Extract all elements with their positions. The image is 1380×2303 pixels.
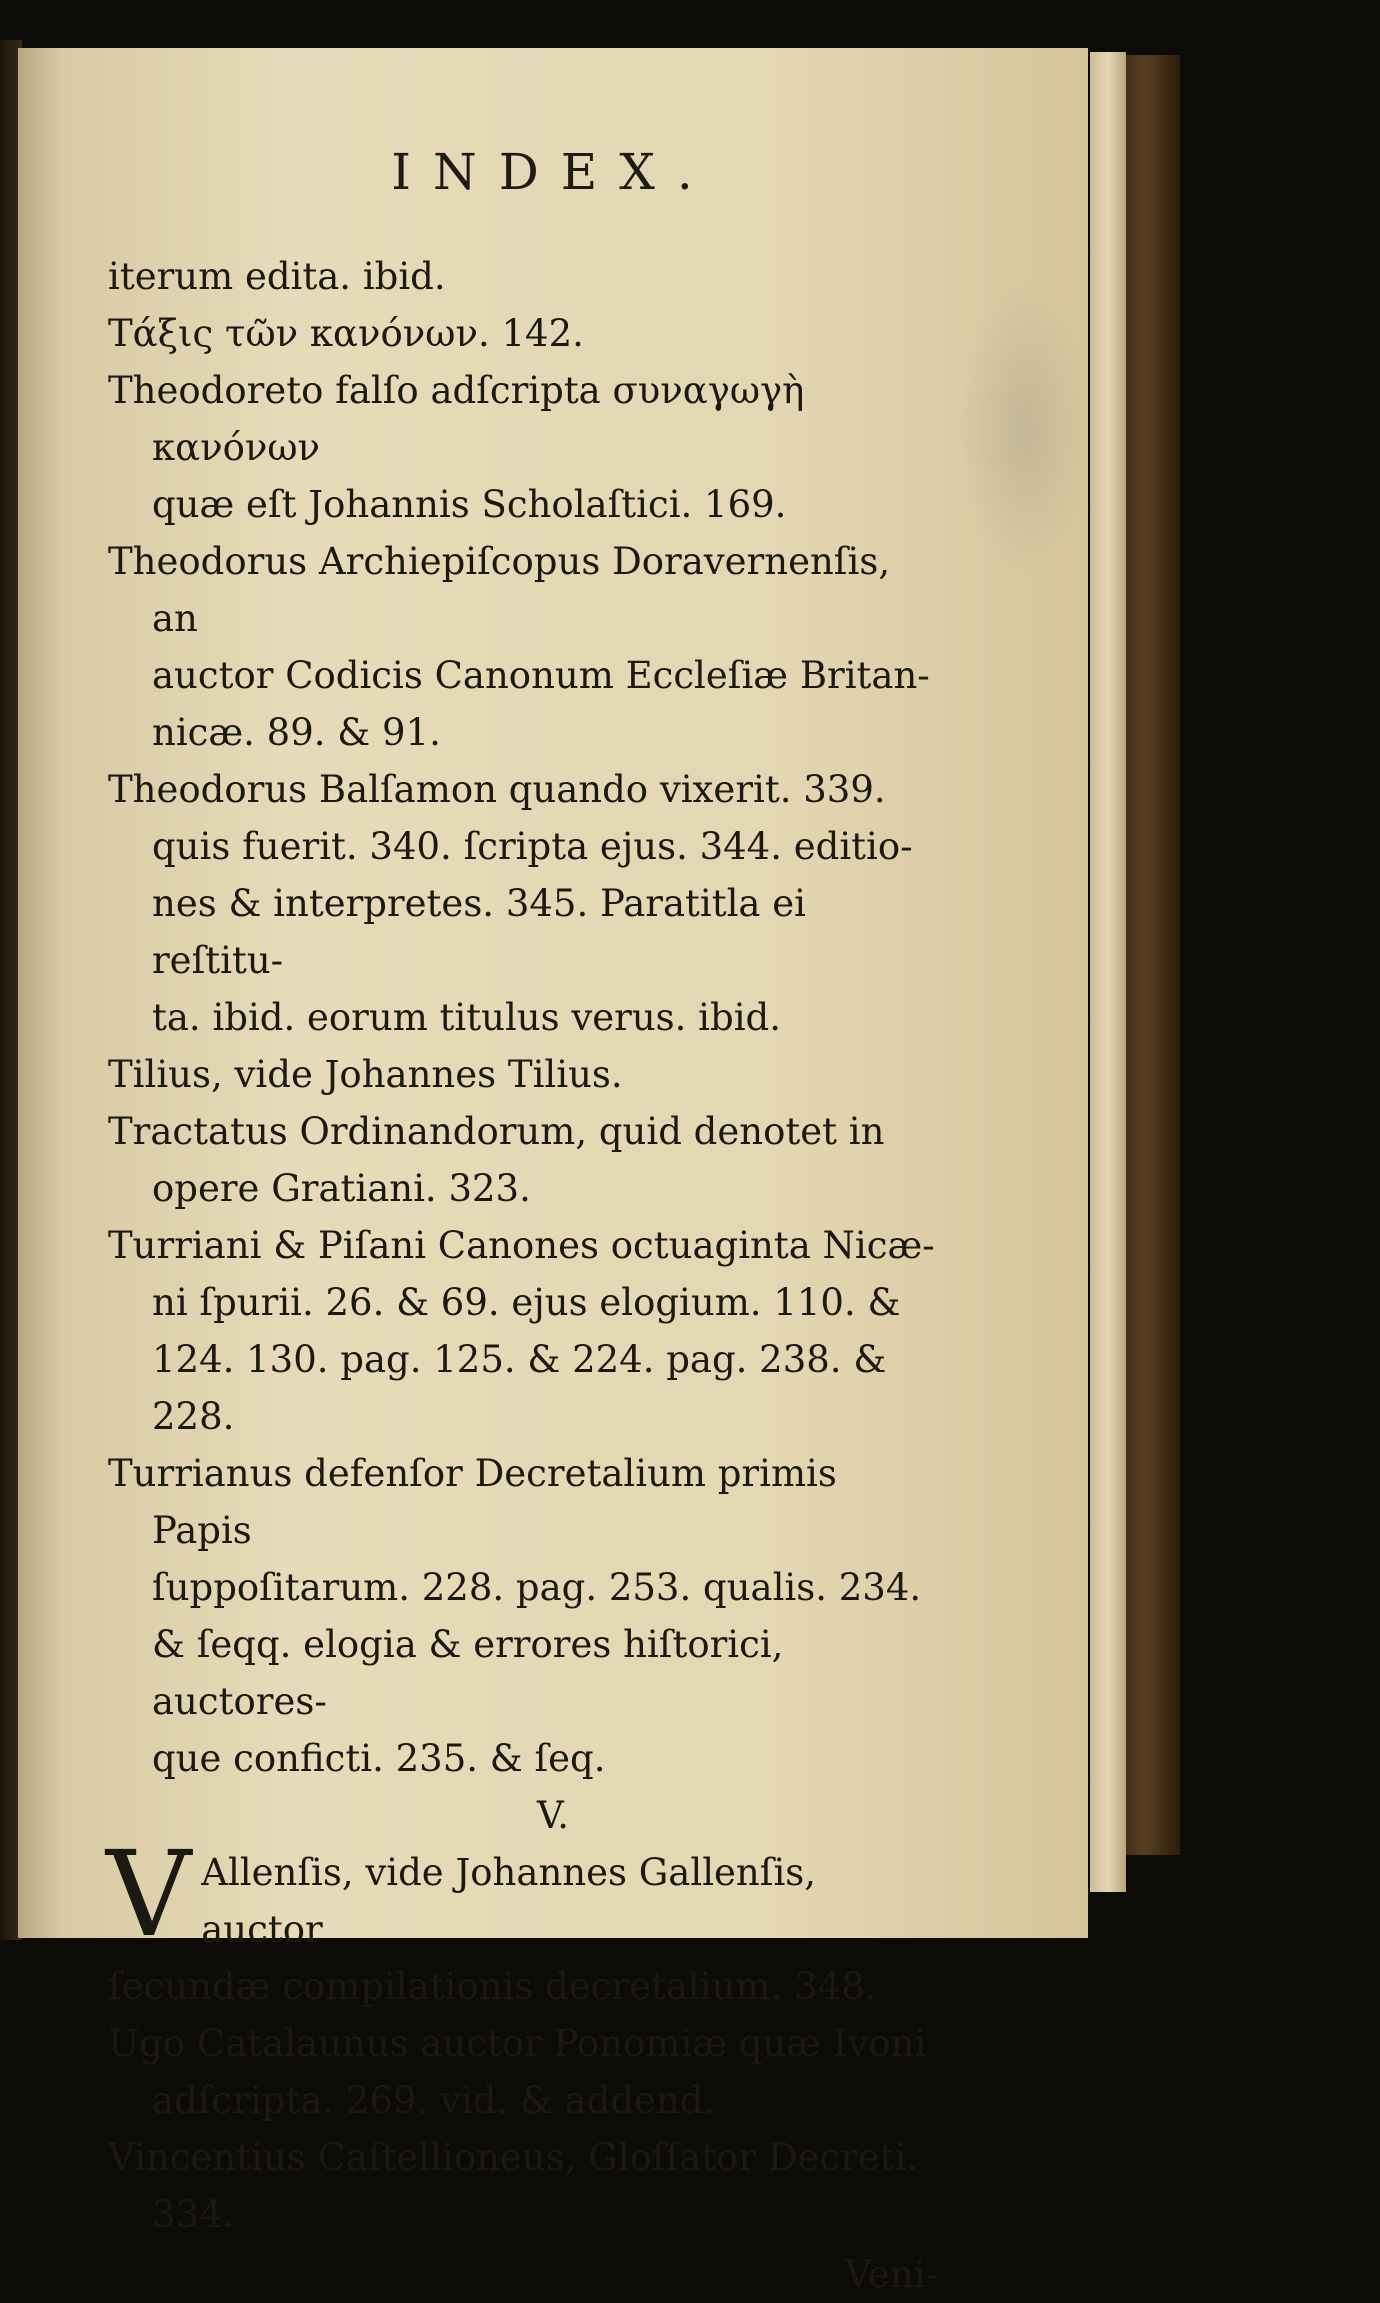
catchword: Veni-: [844, 2253, 938, 2296]
index-entry: [108, 1046, 938, 1103]
index-entries-v: [108, 2015, 938, 2243]
entry-line: 334.: [152, 2193, 235, 2236]
entry-line: nes & interpretes. 345. Paratitla ei reſtitu-: [152, 882, 806, 982]
entry-line: Allenſis, vide Johannes Gallenſis, auctor: [201, 1851, 817, 1951]
index-entries: [108, 248, 938, 1787]
index-entry: [108, 2129, 938, 2243]
index-entry: [108, 533, 938, 761]
ink-bleed-stain: [958, 278, 1088, 578]
page-header: INDEX.: [391, 143, 715, 201]
index-entry: [108, 1217, 938, 1445]
entry-line: Theodoreto falſo adſcripta συναγωγὴ κανόνων: [108, 369, 805, 469]
entry-line: Theodorus Archiepiſcopus Doravernenſis, an: [108, 540, 891, 640]
index-entry: [108, 362, 938, 533]
index-text: [106, 248, 938, 2296]
book-page: [18, 48, 1088, 2296]
entry-line: que conficti. 235. & ſeq.: [152, 1737, 606, 1780]
index-entry: [108, 305, 938, 362]
entry-line: opere Gratiani. 323.: [152, 1167, 531, 1210]
entry-line: Theodorus Balſamon quando vixerit. 339.: [108, 768, 886, 811]
book-cover-right: [1120, 55, 1180, 1855]
index-entry-v: [106, 1825, 938, 2015]
entry-line: quæ eſt Johannis Scholaſtici. 169.: [152, 483, 787, 526]
drop-cap: V: [106, 1825, 192, 1963]
entry-line: ta. ibid. eorum titulus verus. ibid.: [152, 996, 781, 1039]
section-letter: V.: [536, 1794, 569, 1837]
entry-line: 228.: [152, 1395, 235, 1438]
index-entry: [108, 248, 938, 305]
index-entry: [108, 761, 938, 1046]
entry-line: Vincentius Caſtellioneus, Gloſſator Decreti.: [108, 2136, 919, 2179]
entry-line: Tractatus Ordinandorum, quid denotet in: [108, 1110, 885, 1153]
entry-line: & ſeqq. elogia & errores hiſtorici, auctores-: [152, 1623, 784, 1723]
entry-line: Ugo Catalaunus auctor Ponomiæ quæ Ivoni: [108, 2022, 927, 2065]
entry-line: Tilius, vide Johannes Tilius.: [108, 1053, 623, 1096]
entry-line: quis fuerit. 340. ſcripta ejus. 344. editio-: [152, 825, 913, 868]
entry-line: Turrianus defenſor Decretalium primis Papis: [108, 1452, 837, 1552]
index-entry: [108, 1103, 938, 1217]
index-entry: [108, 2015, 938, 2129]
entry-line: Τάξις τῶν κανόνων. 142.: [108, 312, 584, 355]
entry-line: adſcripta. 269. vid. & addend.: [152, 2079, 716, 2122]
page-edges: [1090, 52, 1126, 1892]
entry-line: auctor Codicis Canonum Eccleſiæ Britan-: [152, 654, 930, 697]
entry-line: ſecundæ compilationis decretalium. 348.: [108, 1965, 877, 2008]
entry-line: ſuppoſitarum. 228. pag. 253. qualis. 234.: [152, 1566, 922, 1609]
entry-line: ni ſpurii. 26. & 69. ejus elogium. 110. &: [152, 1281, 901, 1324]
entry-line: Turriani & Piſani Canones octuaginta Nicæ-: [108, 1224, 935, 1267]
entry-line: nicæ. 89. & 91.: [152, 711, 441, 754]
index-entry: [108, 1445, 938, 1787]
entry-line: 124. 130. pag. 125. & 224. pag. 238. &: [152, 1338, 887, 1381]
entry-line: iterum edita. ibid.: [108, 255, 446, 298]
